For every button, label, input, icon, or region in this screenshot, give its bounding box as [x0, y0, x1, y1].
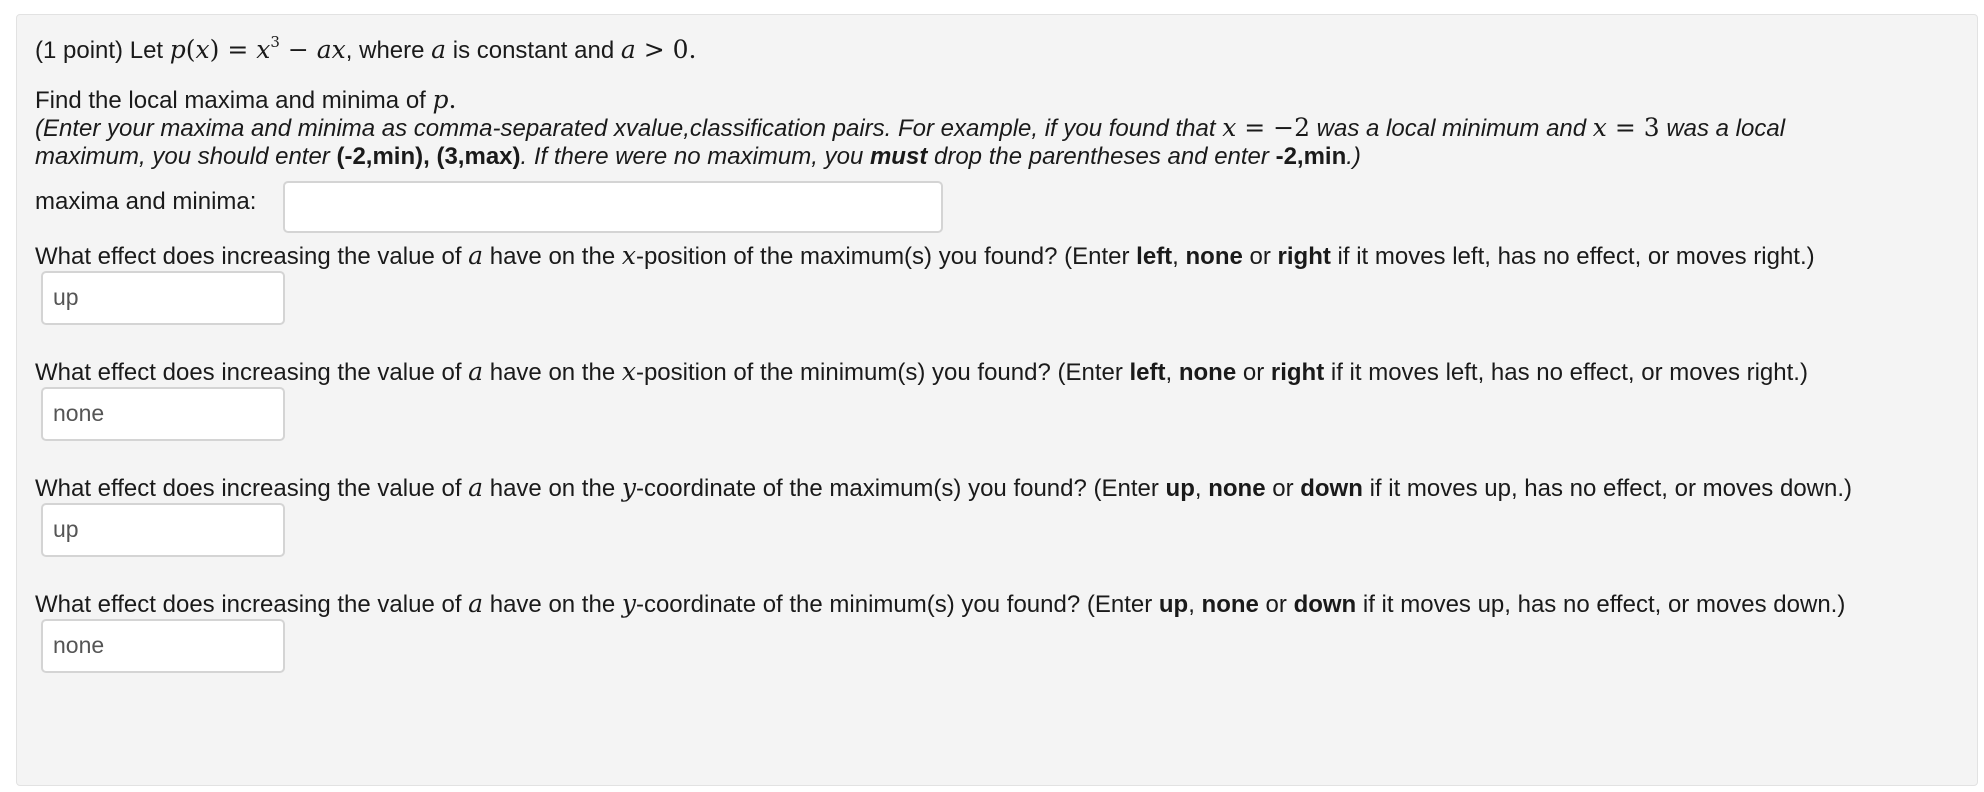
problem-statement	[35, 35, 696, 66]
option-keyword: right	[1270, 359, 1325, 386]
question-2: What effect does increasing the value of a have on the x-position of the minimum(s) you found? (Enter left, none or right if it moves left, has no effect, or moves right.)	[35, 357, 1808, 386]
emphasis-must: must	[869, 143, 928, 170]
find-instruction	[35, 85, 456, 116]
answer-input-1[interactable]: up	[41, 271, 285, 325]
option-keyword: down	[1300, 475, 1363, 502]
maxima-minima-label: maxima and minima:	[35, 188, 257, 215]
math-expression: x = −2	[1222, 113, 1310, 142]
option-keyword: none	[1185, 243, 1243, 270]
question-text: What effect does increasing the value of	[35, 475, 462, 502]
math-condition: a > 0.	[620, 35, 697, 64]
example-answer: -2,min	[1275, 143, 1347, 170]
option-keyword: up	[1165, 475, 1195, 502]
points-label: (1 point)	[35, 37, 124, 64]
question-text: if it moves left, has no effect, or moves right.)	[1337, 243, 1815, 270]
format-instructions-line1	[35, 113, 1785, 144]
question-4: What effect does increasing the value of a have on the y-coordinate of the minimum(s) you found? (Enter up, none or down if it moves up, has no effect, or moves down.)	[35, 589, 1846, 618]
option-keyword: left	[1136, 243, 1173, 270]
instruction-text: .)	[1346, 143, 1361, 170]
question-text: -coordinate of the minimum(s) you found? (Enter	[635, 591, 1153, 618]
top-tab-strip	[18, 0, 458, 4]
instruction-text: maximum, you should enter	[35, 143, 330, 170]
instruction-text: was a local minimum and	[1316, 115, 1587, 142]
format-instructions-line2	[35, 142, 1361, 172]
option-keyword: none	[1208, 475, 1266, 502]
math-variable: a	[468, 357, 484, 386]
question-text: have on the	[489, 475, 616, 502]
math-variable: y	[621, 473, 636, 502]
question-3: What effect does increasing the value of a have on the y-coordinate of the maximum(s) you found? (Enter up, none or down if it moves up, has no effect, or moves down.)	[35, 473, 1853, 502]
instruction-text: (Enter your maxima and minima as comma-separated xvalue,classification pairs. For example, if you found that	[35, 115, 1216, 142]
math-variable: x	[621, 357, 636, 386]
question-text: -position of the minimum(s) you found? (Enter	[635, 359, 1123, 386]
question-1: What effect does increasing the value of a have on the x-position of the maximum(s) you found? (Enter left, none or right if it moves left, has no effect, or moves right.)	[35, 241, 1815, 270]
find-text: Find the local maxima and minima of	[35, 87, 426, 114]
question-text: have on the	[489, 591, 616, 618]
math-variable: a	[468, 241, 484, 270]
math-variable: a	[468, 589, 484, 618]
option-keyword: none	[1201, 591, 1259, 618]
question-text: or	[1265, 591, 1287, 618]
math-variable: a	[468, 473, 484, 502]
math-variable: y	[621, 589, 636, 618]
math-variable: x	[621, 241, 636, 270]
option-keyword: up	[1158, 591, 1189, 618]
maxima-minima-input[interactable]	[283, 181, 943, 233]
instruction-text: . If there were no maximum, you	[520, 143, 864, 170]
option-keyword: down	[1293, 591, 1357, 618]
answer-input-2[interactable]: none	[41, 387, 285, 441]
answer-input-3[interactable]: up	[41, 503, 285, 557]
math-variable: a	[431, 35, 447, 64]
question-text: if it moves up, has no effect, or moves down.)	[1369, 475, 1853, 502]
instruction-text: drop the parentheses and enter	[933, 143, 1269, 170]
option-keyword: left	[1129, 359, 1166, 386]
answer-input-4[interactable]: none	[41, 619, 285, 673]
statement-text: is constant and	[452, 37, 615, 64]
question-text: or	[1249, 243, 1271, 270]
statement-text: Let	[129, 37, 164, 64]
question-text: have on the	[489, 359, 616, 386]
math-expression: x = 3	[1592, 113, 1660, 142]
option-keyword: right	[1277, 243, 1331, 270]
math-variable: p.	[432, 85, 457, 114]
question-text: -coordinate of the maximum(s) you found? (Enter	[635, 475, 1159, 502]
question-text: have on the	[489, 243, 616, 270]
question-text: What effect does increasing the value of	[35, 591, 462, 618]
option-keyword: none	[1178, 359, 1237, 386]
question-text: or	[1272, 475, 1294, 502]
question-text: or	[1242, 359, 1265, 386]
question-text: if it moves up, has no effect, or moves down.)	[1362, 591, 1846, 618]
instruction-text: was a local	[1666, 115, 1786, 142]
problem-panel	[16, 14, 1978, 786]
question-text: if it moves left, has no effect, or moves right.)	[1330, 359, 1808, 386]
question-text: -position of the maximum(s) you found? (Enter	[635, 243, 1130, 270]
statement-text: , where	[345, 37, 425, 64]
example-answer: (-2,min), (3,max)	[336, 143, 521, 170]
function-definition: $p(x) = x^3$ − ax	[169, 33, 346, 64]
question-text: What effect does increasing the value of	[35, 243, 462, 270]
question-text: What effect does increasing the value of	[35, 359, 462, 386]
